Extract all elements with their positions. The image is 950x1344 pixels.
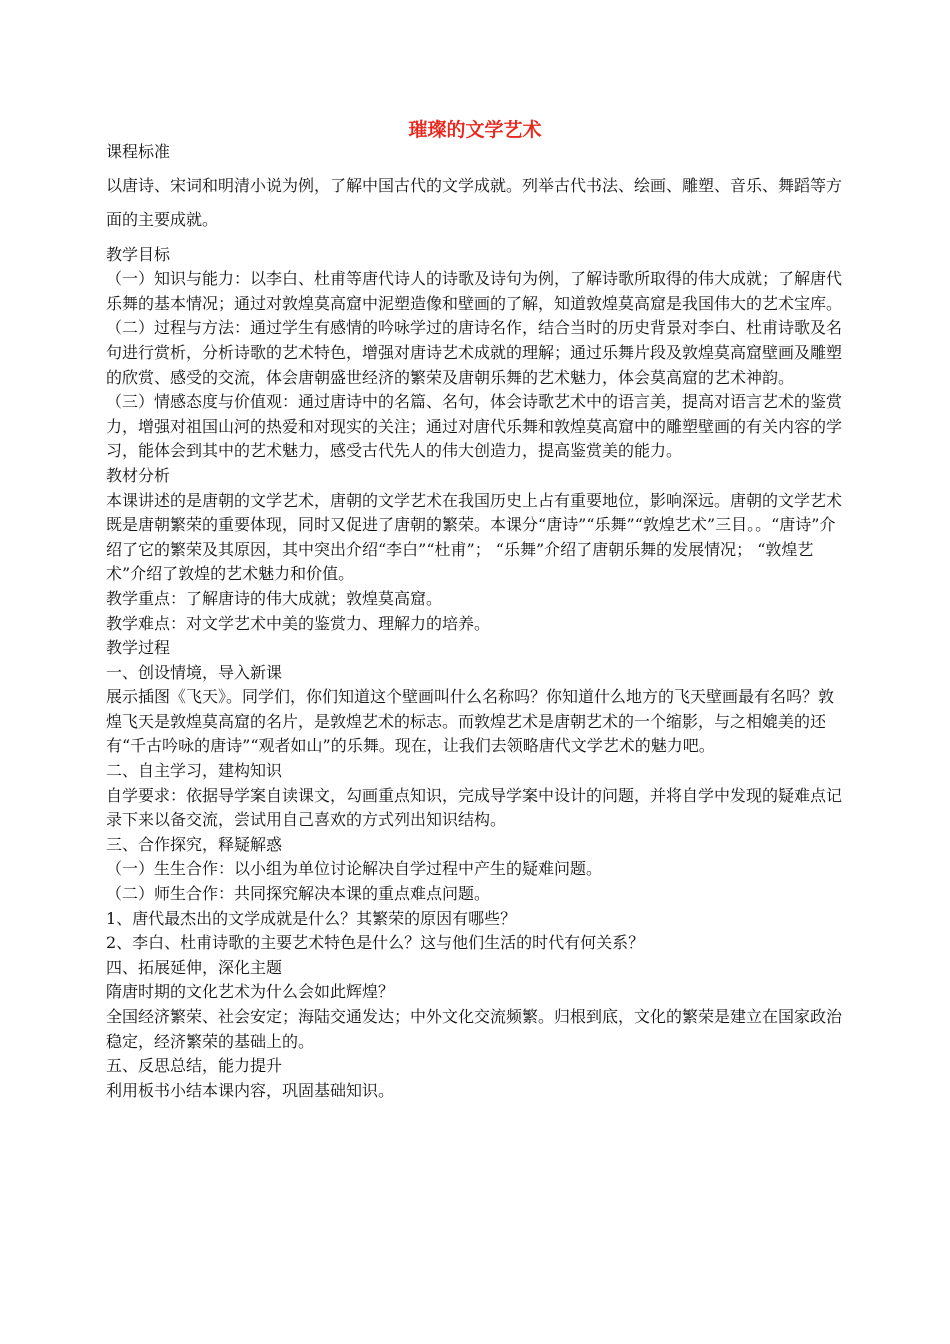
document-body <box>106 140 848 1103</box>
difficulty-line: 教学难点：对文学艺术中美的鉴赏力、理解力的培养。 <box>106 613 491 633</box>
process-line: 利用板书小结本课内容，巩固基础知识。 <box>106 1080 395 1100</box>
process-line: 四、拓展延伸，深化主题 <box>106 957 283 977</box>
process-line: 自学要求：依据导学案自读课文，勾画重点知识，完成导学案中设计的问题，并将自学中发现的疑难点记录下来以备交流，尝试用自己喜欢的方式列出知识结构。 <box>106 785 843 830</box>
goal-paragraph: （三）情感态度与价值观：通过唐诗中的名篇、名句，体会诗歌艺术中的语言美，提高对语言艺术的鉴赏力，增强对祖国山河的热爱和对现实的关注；通过对唐代乐舞和敦煌莫高窟中的雕塑壁画的有关内容的学习，能体会到其中的艺术魅力，感受古代先人的伟大创造力，提高鉴赏美的能力。 <box>106 392 843 461</box>
section-heading-course-standard: 课程标准 <box>106 142 171 161</box>
process-line: 展示插图《飞天》。同学们，你们知道这个壁画叫什么名称吗？你知道什么地方的飞天壁画最有名吗？敦煌飞天是敦煌莫高窟的名片，是敦煌艺术的标志。而敦煌艺术是唐朝艺术的一个缩影，与之相媲美的还有“千古吟咏的唐诗”“观者如山”的乐舞。现在，让我们去领略唐代文学艺术的魅力吧。 <box>106 687 835 756</box>
process-line: 一、创设情境，导入新课 <box>106 662 283 682</box>
section-heading-goals: 教学目标 <box>106 244 171 264</box>
goal-paragraph: （二）过程与方法：通过学生有感情的吟咏学过的唐诗名作，结合当时的历史背景对李白、杜甫诗歌及名句进行赏析，分析诗歌的艺术特色，增强对唐诗艺术成就的理解；通过乐舞片段及敦煌莫高窟壁画及雕塑的欣赏、感受的交流，体会唐朝盛世经济的繁荣及唐朝乐舞的艺术魅力，体会莫高窟的艺术神韵。 <box>106 318 843 387</box>
process-line: 三、合作探究，释疑解惑 <box>106 834 283 854</box>
document-title: 璀璨的文学艺术 <box>408 119 542 141</box>
section-heading-analysis: 教材分析 <box>106 465 171 485</box>
section-heading-process: 教学过程 <box>106 638 171 658</box>
process-line: 二、自主学习，建构知识 <box>106 761 283 781</box>
process-line: 1、唐代最杰出的文学成就是什么？其繁荣的原因有哪些？ <box>106 908 517 928</box>
analysis-paragraph: 本课讲述的是唐朝的文学艺术，唐朝的文学艺术在我国历史上占有重要地位，影响深远。唐朝的文学艺术既是唐朝繁荣的重要体现，同时又促进了唐朝的繁荣。本课分“唐诗”“乐舞”“敦煌艺术”三目。。“唐诗”介绍了它的繁荣及其原因，其中突出介绍“李白”“杜甫”； “乐舞”介绍了唐朝乐舞的发展情况； “敦煌艺术”介绍了敦煌的艺术魅力和价值。 <box>106 490 843 584</box>
process-line: （二）师生合作：共同探究解决本课的重点难点问题。 <box>106 884 491 904</box>
goal-paragraph: （一）知识与能力：以李白、杜甫等唐代诗人的诗歌及诗句为例，了解诗歌所取得的伟大成就；了解唐代乐舞的基本情况；通过对敦煌莫高窟中泥塑造像和壁画的了解，知道敦煌莫高窟是我国伟大的艺术宝库。 <box>106 269 843 313</box>
course-standard-text: 以唐诗、宋词和明清小说为例，了解中国古代的文学成就。列举古代书法、绘画、雕塑、音乐、舞蹈等方面的主要成就。 <box>106 175 843 229</box>
process-line: 2、李白、杜甫诗歌的主要艺术特色是什么？这与他们生活的时代有何关系？ <box>106 933 645 953</box>
process-line: 隋唐时期的文化艺术为什么会如此辉煌？ <box>106 982 395 1002</box>
process-line: 全国经济繁荣、社会安定；海陆交通发达；中外文化交流频繁。归根到底，文化的繁荣是建立在国家政治稳定，经济繁荣的基础上的。 <box>106 1007 843 1051</box>
process-line: （一）生生合作：以小组为单位讨论解决自学过程中产生的疑难问题。 <box>106 859 603 879</box>
process-line: 五、反思总结，能力提升 <box>106 1056 283 1076</box>
key-point-line: 教学重点：了解唐诗的伟大成就；敦煌莫高窟。 <box>106 588 443 608</box>
